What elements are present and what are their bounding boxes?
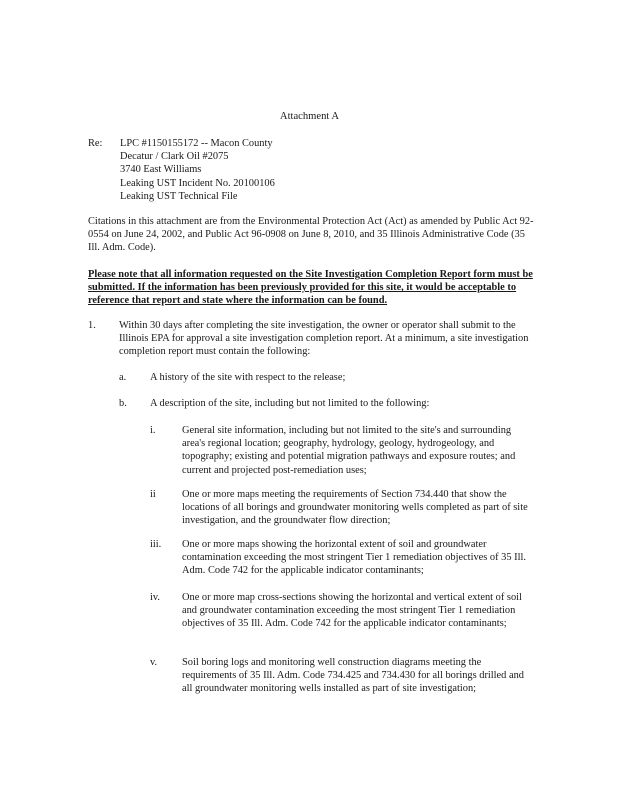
item-1-text: Within 30 days after completing the site investigation, the owner or operator shall submit to the Illinois EPA for approval a site investigation completion report. At a minimum, a site investigation completion report must contain the following:	[119, 320, 529, 358]
subitem-text: One or more maps meeting the requirements of Section 734.440 that show the locations of all borings and groundwater monitoring wells completed as part of site investigation, and the groundwater flow direction;	[182, 489, 528, 527]
item-a-text: A history of the site with respect to the release;	[150, 372, 346, 383]
subitem-text: General site information, including but not limited to the site's and surrounding area's regional location; geography, hydrology, geology, hydrogeology, and topography; existing and potential migration pathways and exposure routes; and current and projected post-remediation uses;	[182, 425, 516, 476]
re-line: Leaking UST Incident No. 20100106	[120, 177, 275, 189]
subitem-text: Soil boring logs and monitoring well construction diagrams meeting the requirements of 35 Ill. Adm. Code 734.425 and 734.430 for all borings drilled and all groundwater monitoring wells installed as part of site investigation;	[182, 657, 524, 695]
notice-paragraph: Please note that all information requested on the Site Investigation Completion Report form must be submitted. If the information has been previously provided for this site, it would be acceptable to reference that report and state where the information can be found.	[88, 269, 533, 307]
item-a-letter: a.	[119, 372, 127, 383]
re-line: LPC #1150155172 -- Macon County	[120, 138, 273, 149]
subitem-numeral: iii.	[150, 539, 162, 550]
subitem-text: One or more maps showing the horizontal extent of soil and groundwater contamination exceeding the most stringent Tier 1 remediation objectives of 35 Ill. Adm. Code 742 for the applicable indicator contaminants;	[182, 539, 526, 577]
subitem-numeral: ii	[150, 489, 156, 500]
document-title: Attachment A	[279, 111, 340, 122]
item-b-text: A description of the site, including but not limited to the following:	[150, 398, 430, 409]
citations-paragraph: Citations in this attachment are from the Environmental Protection Act (Act) as amended by Public Act 92-0554 on June 24, 2002, and Public Act 96-0908 on June 8, 2010, and 35 Illinois Administrative Code (35 Ill. Adm. Code).	[88, 216, 534, 254]
subitem-numeral: iv.	[150, 592, 161, 603]
re-line: Decatur / Clark Oil #2075	[120, 151, 229, 163]
item-b-letter: b.	[119, 398, 127, 409]
re-label: Re:	[88, 138, 103, 149]
subitem-numeral: v.	[150, 657, 158, 668]
re-block	[120, 137, 540, 203]
subitem-text: One or more map cross-sections showing the horizontal and vertical extent of soil and groundwater contamination exceeding the most stringent Tier 1 remediation objectives of 35 Ill. Adm. Code 742 for the applicable indicator contaminants;	[182, 592, 522, 630]
subitem-numeral: i.	[150, 425, 156, 436]
re-line: Leaking UST Technical File	[120, 190, 238, 202]
re-line: 3740 East Williams	[120, 164, 202, 176]
item-1-number: 1.	[88, 320, 96, 331]
